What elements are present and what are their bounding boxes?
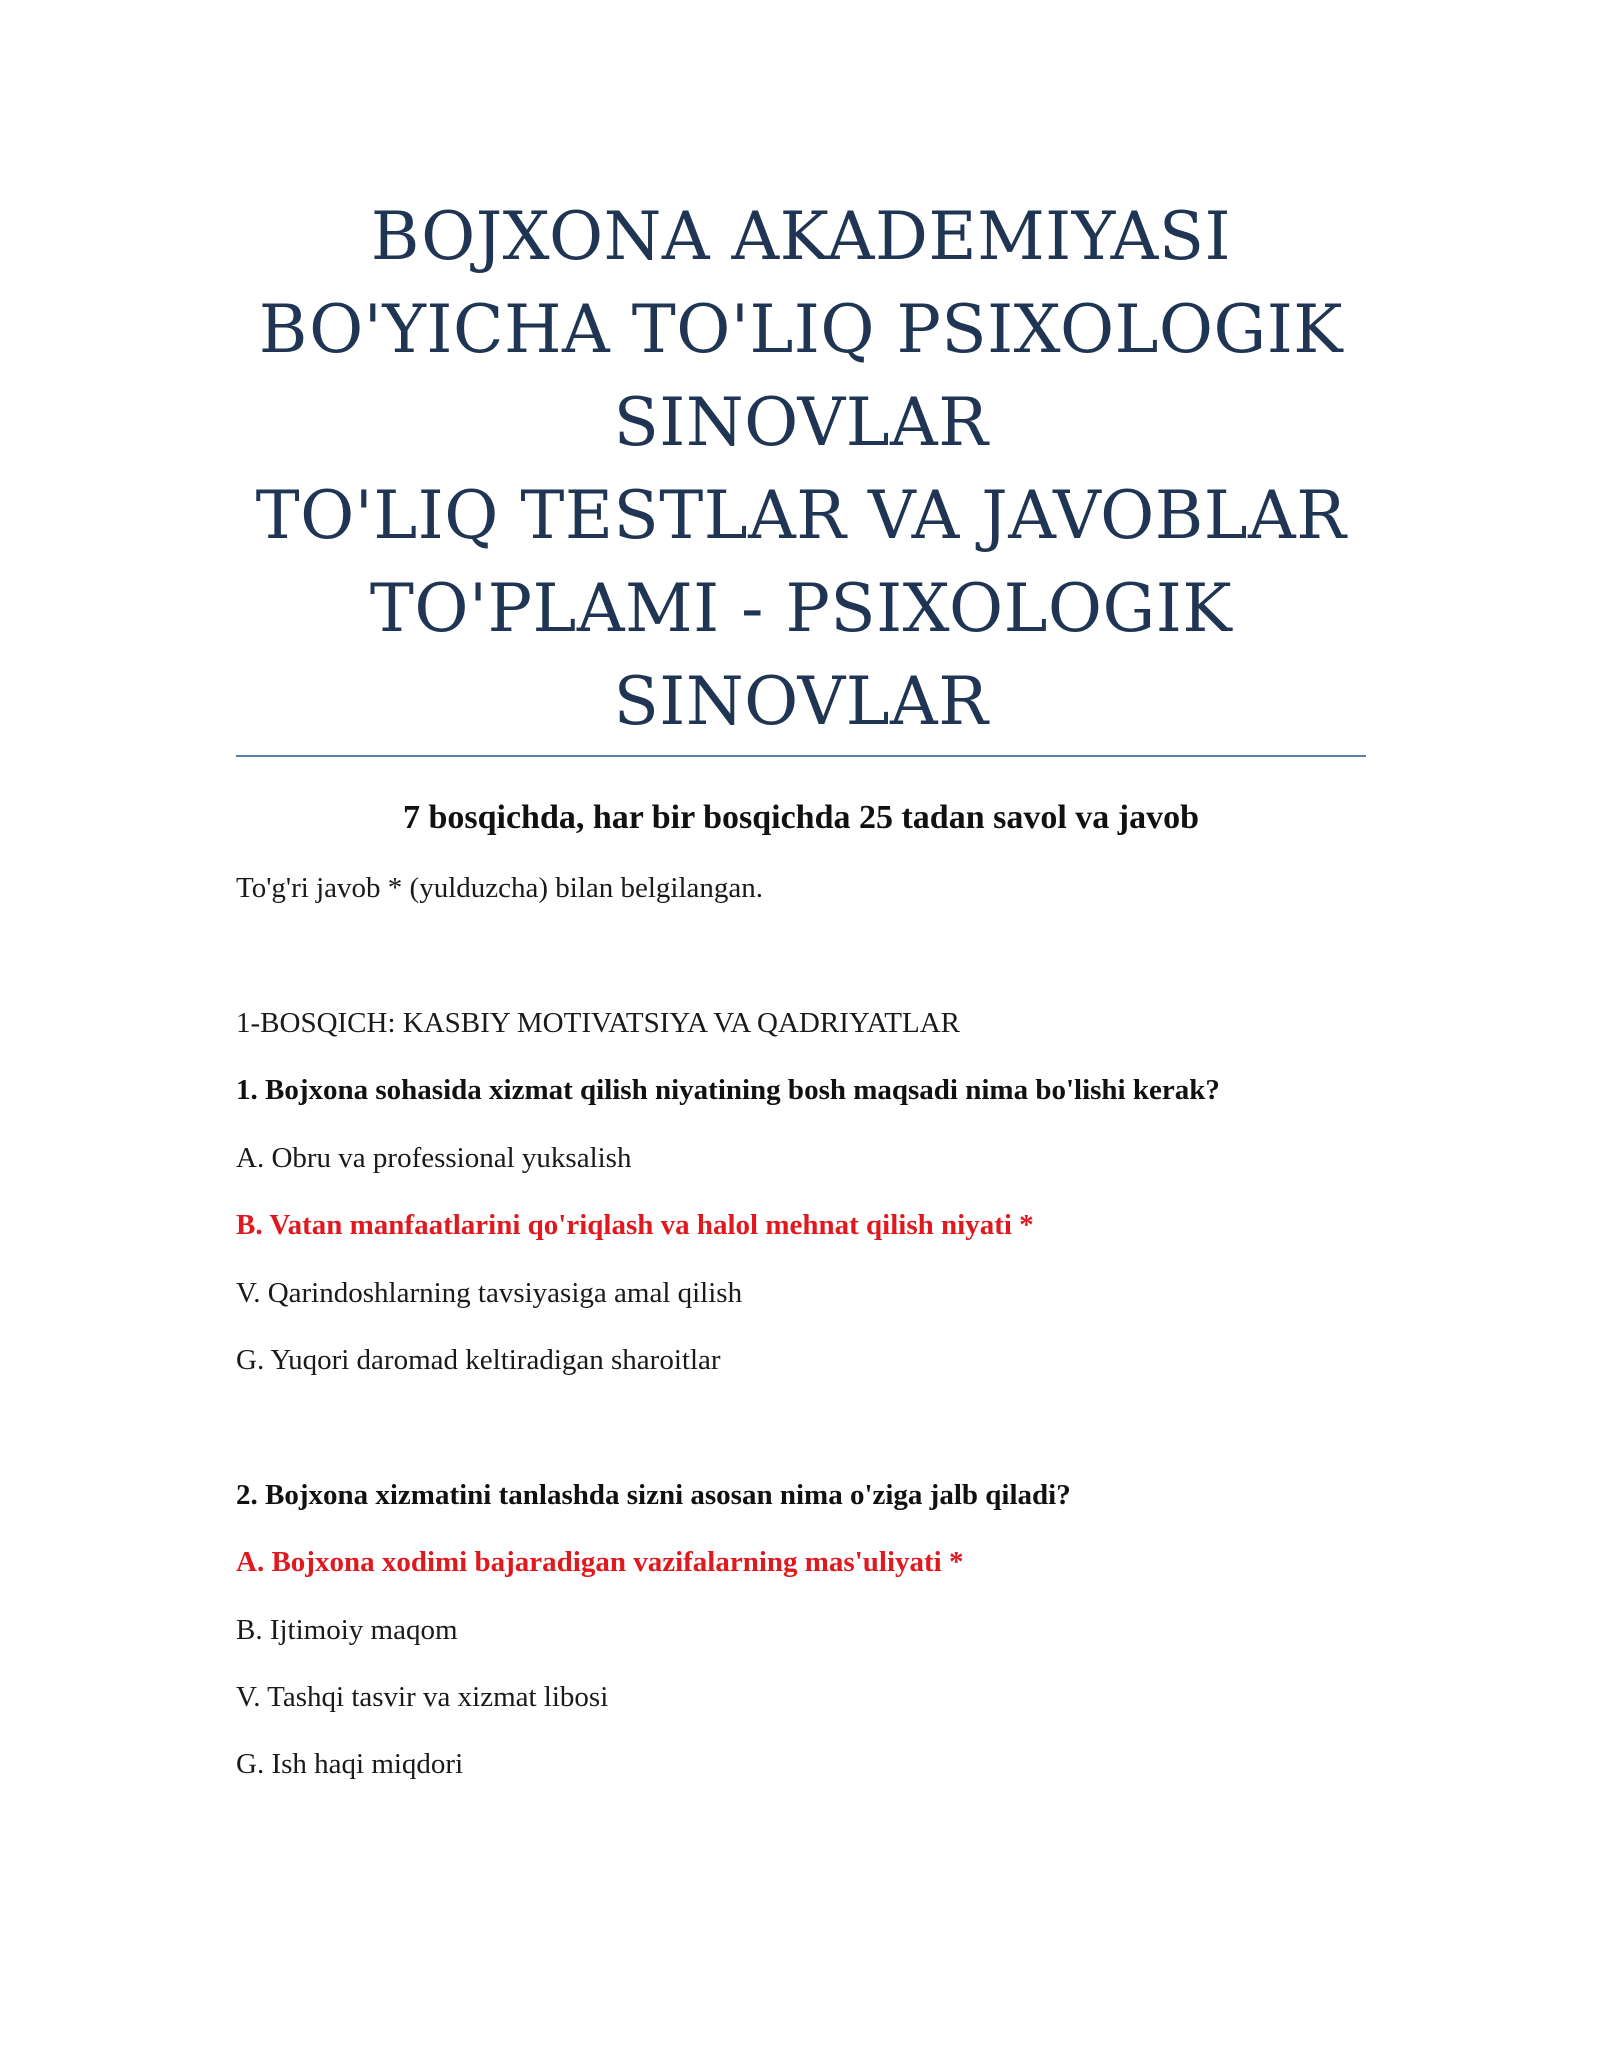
question-2-option-g: G. Ish haqi miqdori [236,1748,464,1780]
document-subtitle: 7 bosqichda, har bir bosqichda 25 tadan savol va javob [402,799,1200,836]
question-2-option-a-correct: A. Bojxona xodimi bajaradigan vazifalarning mas'uliyati * [236,1546,964,1578]
question-1-option-v: V. Qarindoshlarning tavsiyasiga amal qilish [236,1277,743,1309]
question-2-text: 2. Bojxona xizmatini tanlashda sizni asosan nima o'ziga jalb qiladi? [236,1479,1071,1511]
question-1-option-a: A. Obru va professional yuksalish [236,1142,632,1174]
question-1-option-g: G. Yuqori daromad keltiradigan sharoitlar [236,1344,721,1376]
title-divider [236,755,1366,757]
answer-key-note: To'g'ri javob * (yulduzcha) bilan belgilangan. [236,872,764,904]
title-line-6: SINOVLAR [613,663,989,740]
title-line-5: TO'PLAMI - PSIXOLOGIK [369,570,1233,647]
question-1-text: 1. Bojxona sohasida xizmat qilish niyatining bosh maqsadi nima bo'lishi kerak? [236,1074,1220,1106]
document-title [236,190,1366,748]
title-line-3: SINOVLAR [613,384,989,461]
question-1-option-b-correct: B. Vatan manfaatlarini qo'riqlash va halol mehnat qilish niyati * [236,1209,1034,1241]
question-2-option-v: V. Tashqi tasvir va xizmat libosi [236,1681,609,1713]
section-heading: 1-BOSQICH: KASBIY MOTIVATSIYA VA QADRIYATLAR [236,1007,961,1039]
title-line-2: BO'YICHA TO'LIQ PSIXOLOGIK [258,291,1344,368]
question-2-option-b: B. Ijtimoiy maqom [236,1614,458,1646]
title-line-4: TO'LIQ TESTLAR VA JAVOBLAR [255,477,1347,554]
title-line-1: BOJXONA AKADEMIYASI [370,198,1232,275]
